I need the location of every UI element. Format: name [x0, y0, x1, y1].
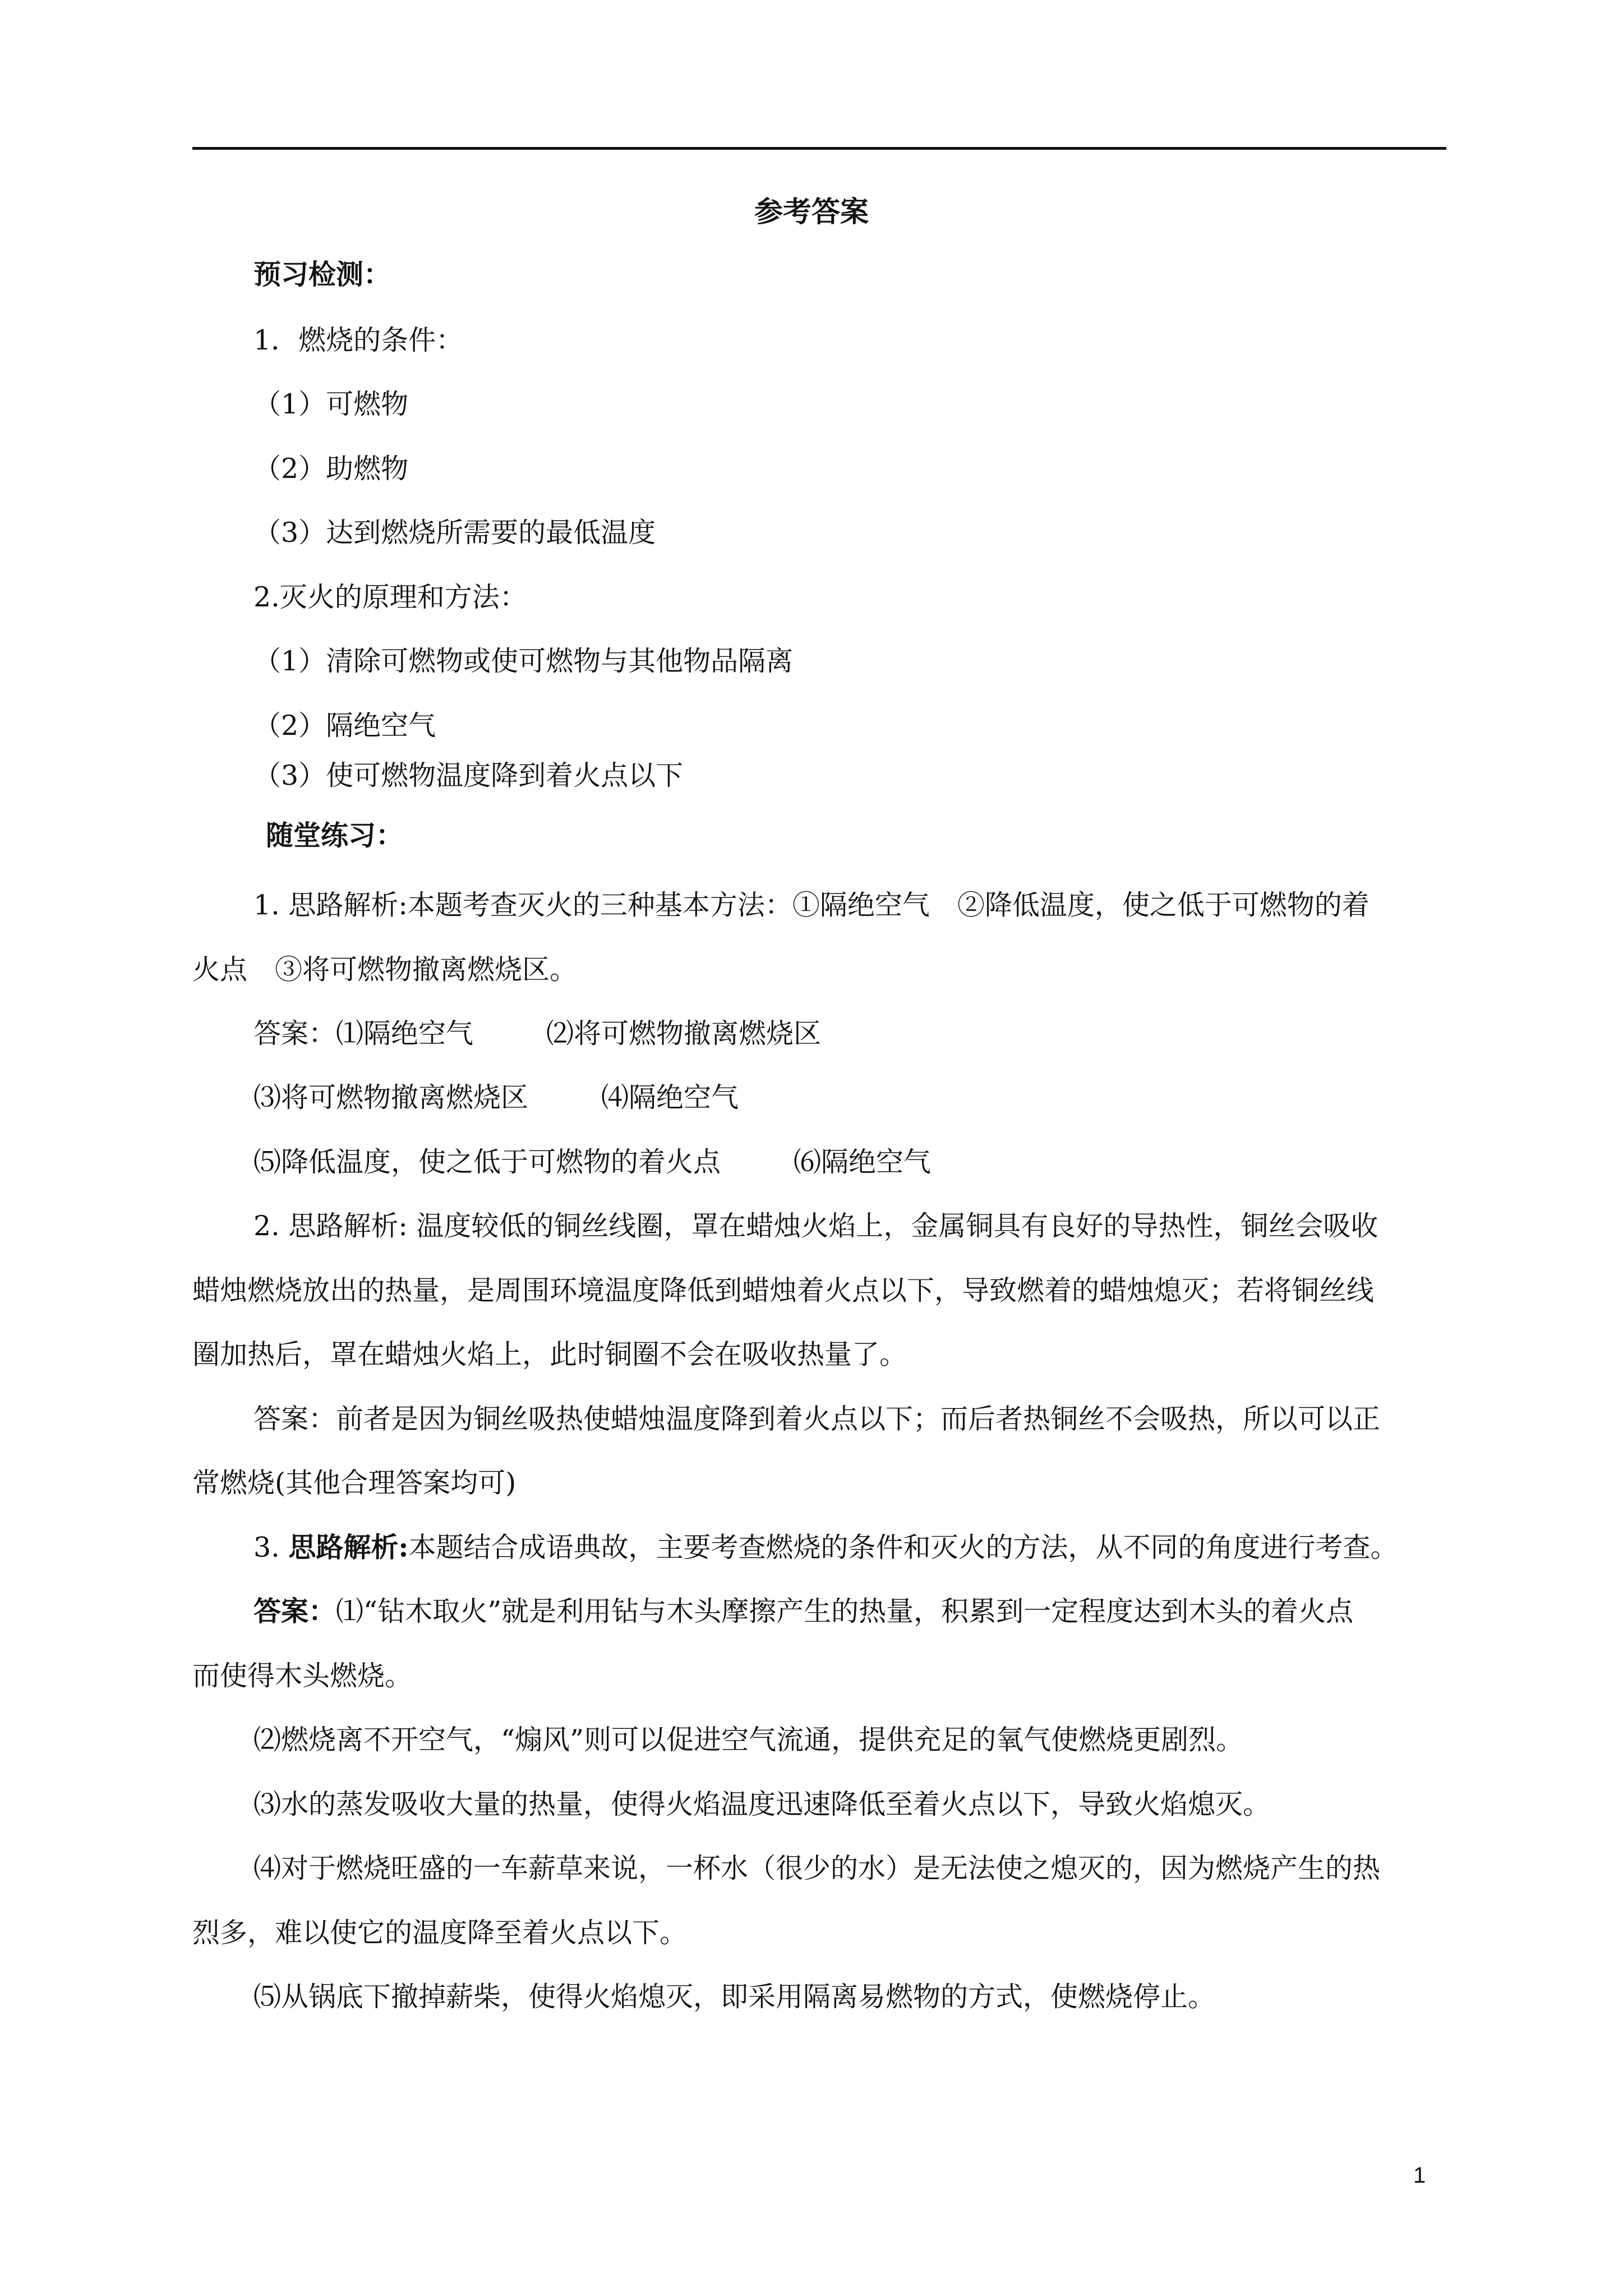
p1-answer-1: 答案：⑴隔绝空气	[253, 1018, 474, 1050]
p2-analysis-line-3: 圈加热后，罩在蜡烛火焰上，此时铜圈不会在吸收热量了。	[192, 1338, 907, 1370]
p2-analysis-line-1: 2. 思路解析: 温度较低的铜丝线圈，罩在蜡烛火焰上，金属铜具有良好的导热性，铜丝会吸收	[253, 1210, 1378, 1242]
q2-item-1: （1）清除可燃物或使可燃物与其他物品隔离	[253, 645, 794, 677]
p2-analysis-line-2: 蜡烛燃烧放出的热量，是周围环境温度降低到蜡烛着火点以下，导致燃着的蜡烛熄灭；若将铜丝线	[192, 1274, 1375, 1306]
section-heading-preview: 预习检测：	[253, 258, 391, 291]
p3-answer-line-2: 而使得木头燃烧。	[192, 1660, 413, 1692]
p3-analysis-text: 本题结合成语典故，主要考查燃烧的条件和灭火的方法，从不同的角度进行考查。	[408, 1531, 1398, 1563]
p1-answer-row-1	[253, 1018, 822, 1050]
p3-answer-4-line-1: ⑷对于燃烧旺盛的一车薪草来说，一杯水（很少的水）是无法使之熄灭的，因为燃烧产生的热	[253, 1852, 1381, 1884]
p1-answer-5: ⑸降低温度，使之低于可燃物的着火点	[253, 1146, 721, 1178]
page-title: 参考答案	[754, 195, 869, 229]
header-rule	[192, 147, 1446, 150]
p1-answer-6: ⑹隔绝空气	[794, 1146, 932, 1178]
p2-answer-line-2: 常燃烧(其他合理答案均可)	[192, 1467, 517, 1499]
q1-item-3: （3）达到燃烧所需要的最低温度	[253, 517, 656, 549]
p1-answer-3: ⑶将可燃物撤离燃烧区	[253, 1082, 529, 1114]
p1-answer-row-3	[253, 1148, 931, 1176]
p3-number: 3.	[253, 1531, 280, 1563]
p3-answer-1-text: ⑴“钻木取火”就是利用钻与木头摩擦产生的热量，积累到一定程度达到木头的着火点	[336, 1595, 1354, 1627]
p3-answer-line-1	[253, 1595, 1354, 1627]
p3-answer-label: 答案：	[253, 1595, 336, 1627]
p3-answer-3: ⑶水的蒸发吸收大量的热量，使得火焰温度迅速降低至着火点以下，导致火焰熄灭。	[253, 1788, 1271, 1820]
page-number: 1	[1413, 2163, 1426, 2188]
q2-item-3: （3）使可燃物温度降到着火点以下	[253, 760, 684, 792]
p1-analysis-line-1: 1. 思路解析:本题考查灭火的三种基本方法：①隔绝空气 ②降低温度，使之低于可燃物的着	[253, 889, 1370, 921]
q1-item-2: （2）助燃物	[253, 453, 409, 485]
q2-heading: 2.灭火的原理和方法：	[253, 581, 527, 613]
p3-answer-4-line-2: 烈多，难以使它的温度降至着火点以下。	[192, 1917, 688, 1949]
q1-item-1: （1）可燃物	[253, 388, 409, 420]
p1-analysis-line-2: 火点 ③将可燃物撤离燃烧区。	[192, 954, 578, 986]
p3-answer-5: ⑸从锅底下撤掉薪柴，使得火焰熄灭，即采用隔离易燃物的方式，使燃烧停止。	[253, 1981, 1216, 2013]
q2-item-2: （2）隔绝空气	[253, 710, 436, 742]
p1-answer-4: ⑷隔绝空气	[601, 1082, 739, 1114]
p3-analysis	[253, 1531, 1398, 1563]
p2-answer-line-1: 答案：前者是因为铜丝吸热使蜡烛温度降到着火点以下；而后者热铜丝不会吸热，所以可以正	[253, 1403, 1381, 1435]
p3-answer-2: ⑵燃烧离不开空气，“煽风”则可以促进空气流通，提供充足的氧气使燃烧更剧烈。	[253, 1724, 1244, 1756]
q1-heading: 1．燃烧的条件：	[253, 324, 464, 356]
p1-answer-2: ⑵将可燃物撤离燃烧区	[546, 1018, 822, 1050]
p3-analysis-label: 思路解析:	[288, 1531, 409, 1563]
p1-answer-row-2	[253, 1082, 739, 1114]
section-heading-practice: 随堂练习：	[266, 819, 404, 852]
